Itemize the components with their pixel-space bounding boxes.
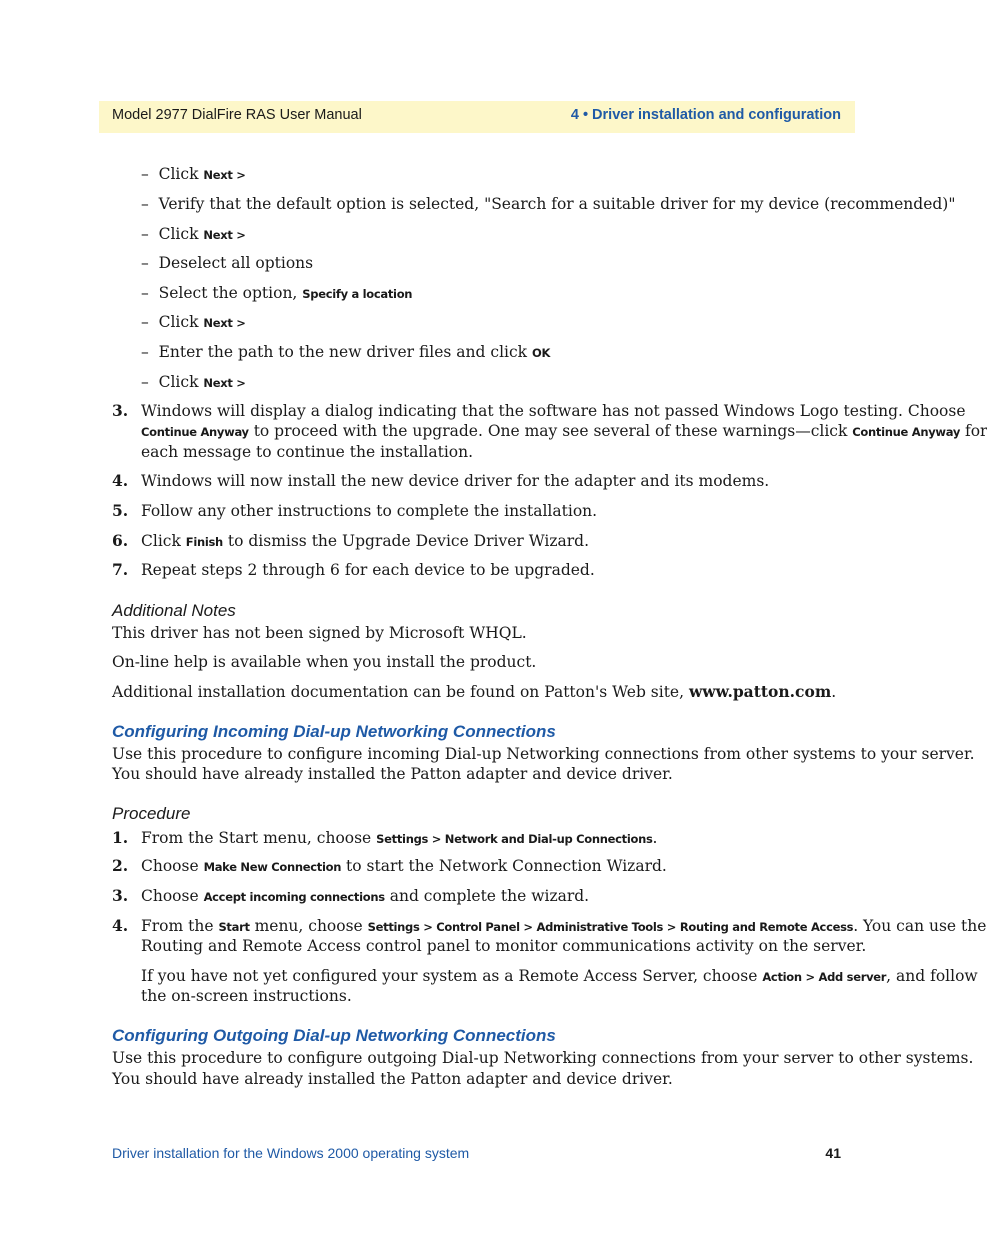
step-text: Choose Accept incoming connections and complete the wizard.: [141, 887, 590, 905]
bullet-item: – Click Next >: [141, 313, 246, 331]
step-number: 4.: [112, 471, 129, 490]
bullet-item: – Verify that the default option is selected, "Search for a suitable driver for my device (recommended)": [141, 195, 956, 213]
bullet-item: – Enter the path to the new driver files and click OK: [141, 343, 551, 361]
step-text: Routing and Remote Access control panel to monitor communications activity on the server.: [141, 937, 867, 955]
patton-link[interactable]: www.patton.com: [688, 682, 832, 701]
step-number: 3.: [112, 886, 129, 905]
step-text: Repeat steps 2 through 6 for each device to be upgraded.: [141, 561, 595, 579]
bullet-item: – Select the option, Specify a location: [141, 284, 413, 302]
step-number: 5.: [112, 501, 129, 520]
bullet-item: – Click Next >: [141, 225, 246, 243]
step-text: each message to continue the installation.: [141, 443, 474, 461]
bullet-item: – Click Next >: [141, 165, 246, 183]
paragraph: Additional installation documentation can be found on Patton's Web site, www.patton.com.: [112, 682, 837, 701]
step-text: Click Finish to dismiss the Upgrade Device Driver Wizard.: [141, 532, 590, 550]
step-text: From the Start menu, choose Settings > Network and Dial-up Connections.: [141, 829, 658, 847]
paragraph: You should have already installed the Patton adapter and device driver.: [112, 1070, 673, 1088]
manual-title: Model 2977 DialFire RAS User Manual: [112, 107, 362, 123]
paragraph: the on-screen instructions.: [141, 987, 352, 1005]
step-text: Choose Make New Connection to start the Network Connection Wizard.: [141, 857, 667, 875]
step-text: Windows will now install the new device driver for the adapter and its modems.: [141, 472, 770, 490]
step-number: 7.: [112, 560, 129, 579]
step-text: Continue Anyway to proceed with the upgrade. One may see several of these warnings—click Continue Anyway for: [141, 422, 987, 440]
step-number: 4.: [112, 916, 129, 935]
page-number: 41: [825, 1145, 841, 1161]
page-header: [99, 101, 855, 133]
additional-notes-heading: Additional Notes: [112, 601, 236, 620]
footer-section-title: Driver installation for the Windows 2000 operating system: [112, 1145, 470, 1161]
step-number: 2.: [112, 856, 129, 875]
paragraph: Use this procedure to configure outgoing Dial-up Networking connections from your server to other systems.: [112, 1049, 974, 1067]
paragraph: This driver has not been signed by Microsoft WHQL.: [112, 624, 527, 642]
step-number: 6.: [112, 531, 129, 550]
step-text: From the Start menu, choose Settings > Control Panel > Administrative Tools > Routing and Remote Access. You can use the: [141, 917, 987, 935]
step-text: Follow any other instructions to complete the installation.: [141, 502, 598, 520]
step-text: Windows will display a dialog indicating that the software has not passed Windows Logo testing. Choose: [141, 402, 966, 420]
paragraph: On-line help is available when you install the product.: [112, 653, 537, 671]
bullet-item: – Deselect all options: [141, 254, 314, 272]
paragraph: If you have not yet configured your system as a Remote Access Server, choose Action > Add server, and follow: [141, 967, 978, 985]
chapter-title: 4 • Driver installation and configuration: [570, 107, 841, 123]
step-number: 1.: [112, 828, 129, 847]
step-number: 3.: [112, 401, 129, 420]
procedure-heading: Procedure: [112, 804, 191, 823]
bullet-item: – Click Next >: [141, 373, 246, 391]
paragraph: You should have already installed the Patton adapter and device driver.: [112, 765, 673, 783]
incoming-section-heading: Configuring Incoming Dial-up Networking Connections: [112, 722, 556, 741]
outgoing-section-heading: Configuring Outgoing Dial-up Networking Connections: [112, 1026, 556, 1045]
paragraph: Use this procedure to configure incoming Dial-up Networking connections from other systems to your server.: [112, 745, 975, 763]
